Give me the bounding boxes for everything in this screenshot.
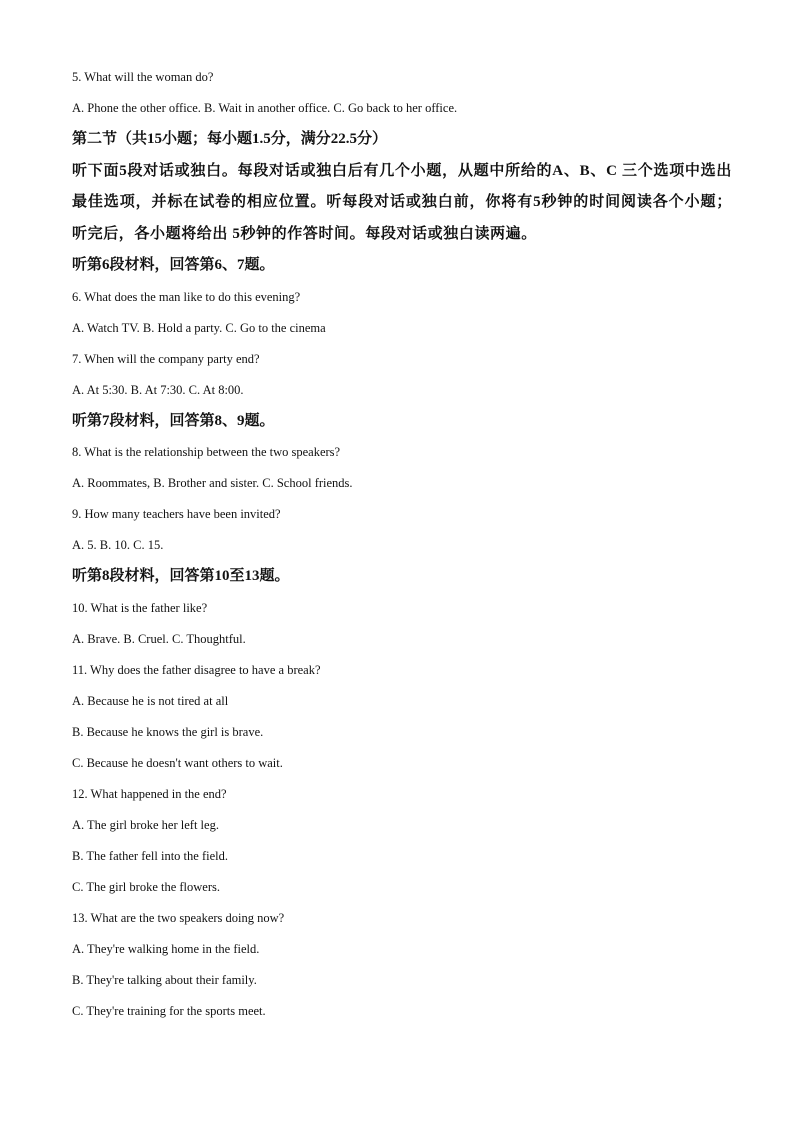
question-11-option-c: C. Because he doesn't want others to wait. [72,755,283,770]
section-instructions: 听下面5段对话或独白。每段对话或独白后有几个小题，从题中所给的A、B、C 三个选项中选出最佳选项，并标在试卷的相应位置。听每段对话或独白前，你将有5秒钟的时间阅读各个小题；听完后，各小题将给出 5秒钟的作答时间。每段对话或独白读两遍。 [72,162,732,242]
question-13: 13. What are the two speakers doing now? [72,910,285,925]
material-8-heading: 听第8段材料，回答第10至13题。 [72,568,290,584]
question-12: 12. What happened in the end? [72,786,227,801]
section-heading: 第二节（共15小题；每小题1.5分，满分22.5分） [72,131,388,147]
question-11-option-a: A. Because he is not tired at all [72,693,229,708]
material-7-heading: 听第7段材料，回答第8、9题。 [72,412,275,429]
question-11-option-b: B. Because he knows the girl is brave. [72,724,264,739]
question-9: 9. How many teachers have been invited? [72,507,281,521]
question-13-option-c: C. They're training for the sports meet. [72,1003,266,1018]
question-6-options: A. Watch TV. B. Hold a party. C. Go to the cinema [72,320,326,335]
question-10-options: A. Brave. B. Cruel. C. Thoughtful. [72,631,246,646]
question-8: 8. What is the relationship between the two speakers? [72,445,341,459]
question-5: 5. What will the woman do? [72,70,214,84]
question-9-options: A. 5. B. 10. C. 15. [72,538,164,552]
question-7: 7. When will the company party end? [72,351,260,366]
material-6-heading: 听第6段材料，回答第6、7题。 [72,257,275,273]
question-7-options: A. At 5:30. B. At 7:30. C. At 8:00. [72,382,244,397]
question-8-options: A. Roommates, B. Brother and sister. C. School friends. [72,476,353,490]
document-page [72,62,732,1027]
question-12-option-c: C. The girl broke the flowers. [72,879,220,894]
question-12-option-a: A. The girl broke her left leg. [72,817,219,832]
question-6: 6. What does the man like to do this evening? [72,289,301,304]
question-13-option-b: B. They're talking about their family. [72,972,257,987]
question-10: 10. What is the father like? [72,600,208,615]
question-5-options: A. Phone the other office. B. Wait in another office. C. Go back to her office. [72,101,458,115]
question-12-option-b: B. The father fell into the field. [72,848,228,863]
question-11: 11. Why does the father disagree to have a break? [72,662,321,677]
question-13-option-a: A. They're walking home in the field. [72,941,260,956]
